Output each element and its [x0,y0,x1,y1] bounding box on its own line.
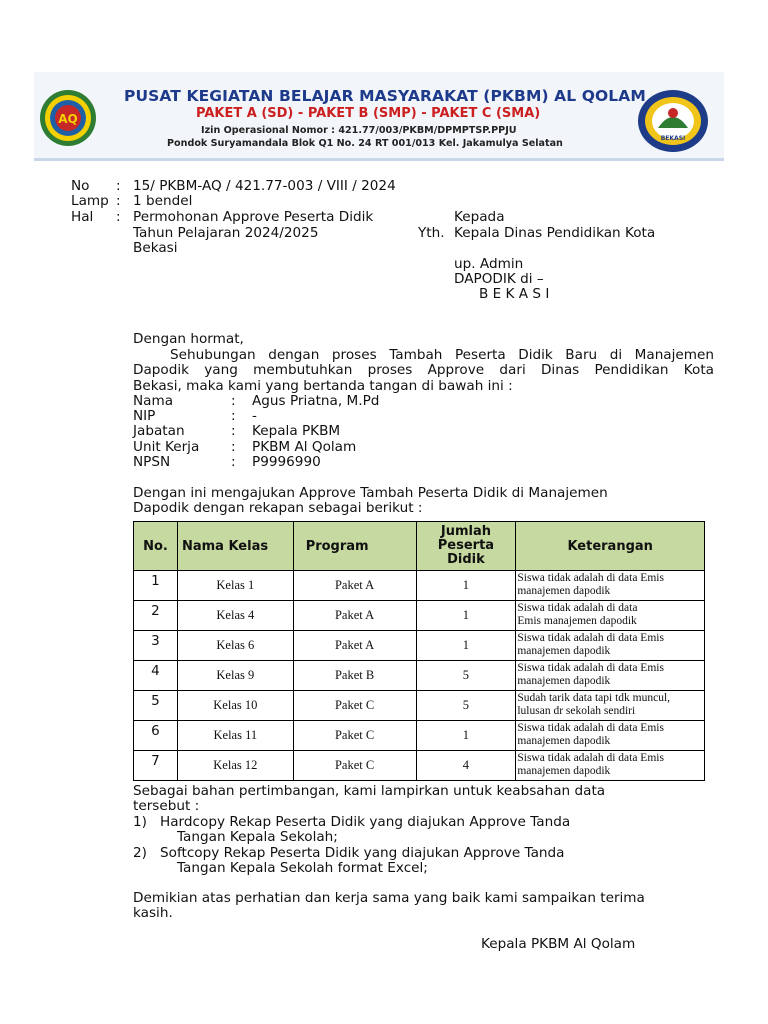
identity-label-nip: NIP [133,408,156,424]
identity-value-npsn: P9996990 [252,454,321,470]
table-row [134,631,705,661]
lamp-colon: : [116,193,121,209]
row-program: Paket A [293,571,416,601]
row-no: 7 [134,751,178,781]
attachment-item-1-line-1: Hardcopy Rekap Peserta Didik yang diajukan Approve Tanda [160,814,571,830]
paragraph-1-line-3: Bekasi, maka kami yang bertanda tangan di bawah ini : [133,378,513,394]
row-keterangan-line-1: Siswa tidak adalah di data Emis [517,662,664,674]
operational-permit: Izin Operasional Nomor : 421.77/003/PKBM/DPMPTSP.PPJU [201,125,517,136]
subject-line-1: Permohonan Approve Peserta Didik [133,209,374,225]
paragraph-4-line-1: Demikian atas perhatian dan kerja sama yang baik kami sampaikan terima [133,890,645,906]
row-keterangan-line-1: Sudah tarik data tapi tdk muncul, [517,692,671,704]
table-row [134,721,705,751]
row-jumlah: 5 [416,691,516,721]
row-kelas: Kelas 6 [177,631,293,661]
table-row [134,751,705,781]
row-jumlah: 4 [416,751,516,781]
recipient-yth: Yth. [418,225,445,241]
table-row [134,661,705,691]
lamp-label: Lamp [71,193,109,209]
paragraph-1-line-1: Sehubungan dengan proses Tambah Peserta Didik Baru di Manajemen [170,347,714,363]
recipient-kepada: Kepada [454,209,505,225]
pkbm-logo-text: AQ [58,112,78,126]
recipient-line-1: Kepala Dinas Pendidikan Kota [454,225,656,241]
row-keterangan-line-1: Siswa tidak adalah di data Emis [517,722,664,734]
row-no: 6 [134,721,178,751]
row-keterangan [516,571,705,601]
row-program: Paket B [293,661,416,691]
table-header-row [134,522,705,571]
attachment-item-2-number: 2) [133,845,147,861]
identity-label-npsn: NPSN [133,454,171,470]
header-jumlah-line-2: Peserta [437,538,495,553]
attachment-value: 1 bendel [133,193,193,209]
program-levels: PAKET A (SD) - PAKET B (SMP) - PAKET C (SMA) [196,106,541,121]
letterhead-divider [34,158,724,161]
hal-colon: : [116,209,121,225]
row-keterangan-line-1: Siswa tidak adalah di data Emis [517,752,664,764]
identity-colon: : [231,423,236,439]
row-keterangan-line-2: manajemen dapodik [517,734,611,747]
row-kelas: Kelas 9 [177,661,293,691]
paragraph-2-line-1: Dengan ini mengajukan Approve Tambah Peserta Didik di Manajemen [133,485,608,501]
header-no: No. [134,522,178,571]
row-keterangan-line-2: Emis manajemen dapodik [517,614,637,627]
no-label: No [71,178,90,194]
row-program: Paket A [293,631,416,661]
recipient-city: B E K A S I [479,286,550,302]
student-recap-table [133,521,705,781]
header-nama-kelas: Nama Kelas [177,522,293,571]
row-keterangan [516,751,705,781]
row-keterangan [516,721,705,751]
header-keterangan: Keterangan [516,522,705,571]
row-keterangan-line-2: manajemen dapodik [517,764,611,777]
row-no: 2 [134,601,178,631]
row-program: Paket C [293,691,416,721]
paragraph-3-line-1: Sebagai bahan pertimbangan, kami lampirkan untuk keabsahan data [133,783,606,799]
row-jumlah: 1 [416,721,516,751]
identity-colon: : [231,408,236,424]
row-keterangan [516,631,705,661]
subject-line-3: Bekasi [133,240,178,256]
row-kelas: Kelas 10 [177,691,293,721]
row-keterangan-line-2: manajemen dapodik [517,584,611,597]
subject-line-2: Tahun Pelajaran 2024/2025 [133,225,319,241]
row-keterangan [516,601,705,631]
identity-label-jabatan: Jabatan [133,423,185,439]
row-keterangan-line-1: Siswa tidak adalah di data Emis [517,572,664,584]
identity-colon: : [231,454,236,470]
row-keterangan-line-1: Siswa tidak adalah di data Emis [517,632,664,644]
table-row [134,601,705,631]
institution-name: PUSAT KEGIATAN BELAJAR MASYARAKAT (PKBM) AL QOLAM [124,87,646,105]
row-keterangan-line-1: Siswa tidak adalah di data [517,602,638,614]
recipient-line-3: DAPODIK di – [454,271,544,287]
row-jumlah: 1 [416,631,516,661]
signature-title: Kepala PKBM Al Qolam [481,936,636,952]
header-jumlah-line-1: Jumlah [440,524,491,539]
recipient-line-2: up. Admin [454,256,524,272]
row-program: Paket C [293,751,416,781]
no-colon: : [116,178,121,194]
paragraph-4-line-2: kasih. [133,905,173,921]
attachment-item-1-number: 1) [133,814,147,830]
row-no: 5 [134,691,178,721]
row-keterangan [516,691,705,721]
row-keterangan-line-2: manajemen dapodik [517,674,611,687]
letter-number: 15/ PKBM-AQ / 421.77-003 / VIII / 2024 [133,178,396,194]
identity-label-unit-kerja: Unit Kerja [133,439,200,455]
row-jumlah: 1 [416,601,516,631]
greeting: Dengan hormat, [133,331,244,347]
paragraph-2-line-2: Dapodik dengan rekapan sebagai berikut : [133,500,423,516]
row-kelas: Kelas 1 [177,571,293,601]
identity-value-jabatan: Kepala PKBM [252,423,341,439]
table-row [134,691,705,721]
attachment-item-2-line-1: Softcopy Rekap Peserta Didik yang diajukan Approve Tanda [160,845,565,861]
row-jumlah: 5 [416,661,516,691]
row-keterangan-line-2: manajemen dapodik [517,644,611,657]
row-kelas: Kelas 12 [177,751,293,781]
attachment-item-1-line-2: Tangan Kepala Sekolah; [177,829,338,845]
row-program: Paket A [293,601,416,631]
row-no: 3 [134,631,178,661]
row-no: 1 [134,571,178,601]
row-jumlah: 1 [416,571,516,601]
identity-value-nama: Agus Priatna, M.Pd [252,393,380,409]
header-jumlah [416,522,516,571]
institution-address: Pondok Suryamandala Blok Q1 No. 24 RT 001/013 Kel. Jakamulya Selatan [167,138,563,149]
identity-colon: : [231,393,236,409]
header-jumlah-line-3: Didik [447,552,485,567]
row-no: 4 [134,661,178,691]
identity-colon: : [231,439,236,455]
row-kelas: Kelas 4 [177,601,293,631]
row-program: Paket C [293,721,416,751]
attachment-item-2-line-2: Tangan Kepala Sekolah format Excel; [177,860,428,876]
identity-value-nip: - [252,408,257,424]
identity-label-nama: Nama [133,393,174,409]
bekasi-seal-icon [636,88,710,154]
row-kelas: Kelas 11 [177,721,293,751]
pkbm-logo-icon [38,88,98,148]
paragraph-1-line-2: Dapodik yang membutuhkan proses Approve dari Dinas Pendidikan Kota [133,362,714,378]
hal-label: Hal [71,209,94,225]
row-keterangan-line-2: lulusan dr sekolah sendiri [517,704,636,717]
header-program: Program [293,522,416,571]
row-keterangan [516,661,705,691]
table-row [134,571,705,601]
identity-value-unit-kerja: PKBM Al Qolam [252,439,357,455]
bekasi-seal-text: BEKASI [660,135,686,142]
paragraph-3-line-2: tersebut : [133,798,200,814]
